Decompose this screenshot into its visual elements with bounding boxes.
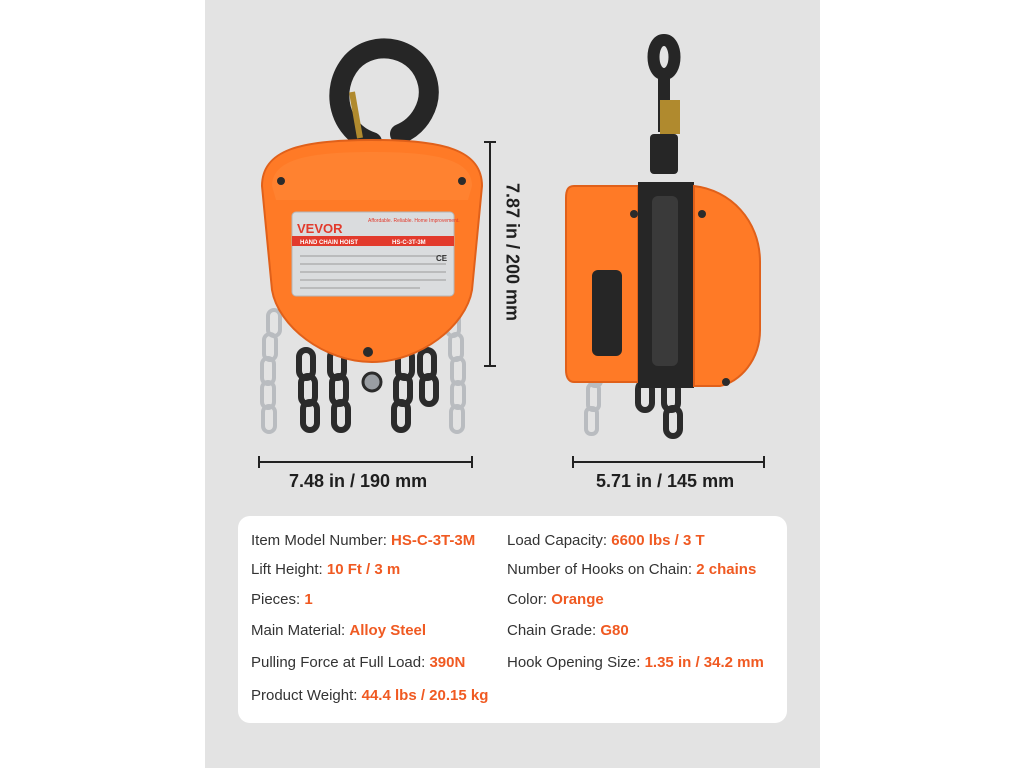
spec-pulling-force (251, 654, 465, 671)
front-width-label: 7.48 in / 190 mm (289, 471, 428, 491)
spec-label: Product Weight: (251, 687, 362, 704)
spec-main-material (251, 622, 426, 639)
hoist-side-view (566, 40, 760, 436)
spec-value: 1.35 in / 34.2 mm (644, 654, 764, 671)
spec-value: 44.4 lbs / 20.15 kg (361, 687, 489, 704)
spec-color (507, 591, 604, 608)
spec-label: Lift Height: (251, 561, 327, 578)
spec-label: Chain Grade: (507, 622, 601, 639)
spec-item-model-number (251, 532, 475, 549)
spec-value: 1 (304, 591, 313, 608)
spec-value: 390N (429, 654, 466, 671)
spec-value: HS-C-3T-3M (391, 532, 476, 549)
spec-load-capacity (507, 532, 705, 549)
height-label: 7.87 in / 200 mm (502, 182, 523, 322)
spec-lift-height (251, 561, 400, 578)
side-hook (654, 40, 675, 74)
spec-value: Alloy Steel (349, 622, 427, 639)
plate-brand: VEVOR (297, 221, 343, 236)
spec-product-weight (251, 687, 488, 704)
ce-mark: CE (436, 254, 448, 263)
spec-label: Main Material: (251, 622, 350, 639)
spec-label: Load Capacity: (507, 532, 612, 549)
spec-label: Pieces: (251, 591, 305, 608)
spec-hook-opening (507, 654, 764, 671)
plate-product: HAND CHAIN HOIST (300, 240, 358, 246)
plate-tagline: Affordable. Reliable. Home Improvement. (368, 218, 460, 224)
spec-value: 6600 lbs / 3 T (611, 532, 705, 549)
plate-model: HS-C-3T-3M (392, 240, 426, 246)
spec-label: Hook Opening Size: (507, 654, 645, 671)
spec-label: Color: (507, 591, 552, 608)
spec-value: 2 chains (696, 561, 757, 578)
side-width-label: 5.71 in / 145 mm (596, 471, 735, 491)
spec-label: Number of Hooks on Chain: (507, 561, 697, 578)
hoist-front-view (262, 48, 482, 432)
spec-value: G80 (600, 622, 629, 639)
spec-hooks-on-chain (507, 561, 756, 578)
spec-value: Orange (551, 591, 604, 608)
spec-label: Item Model Number: (251, 532, 392, 549)
spec-chain-grade (507, 622, 629, 639)
spec-label: Pulling Force at Full Load: (251, 654, 430, 671)
spec-pieces (251, 591, 313, 608)
side-dimension-line (573, 456, 764, 468)
spec-value: 10 Ft / 3 m (326, 561, 401, 578)
